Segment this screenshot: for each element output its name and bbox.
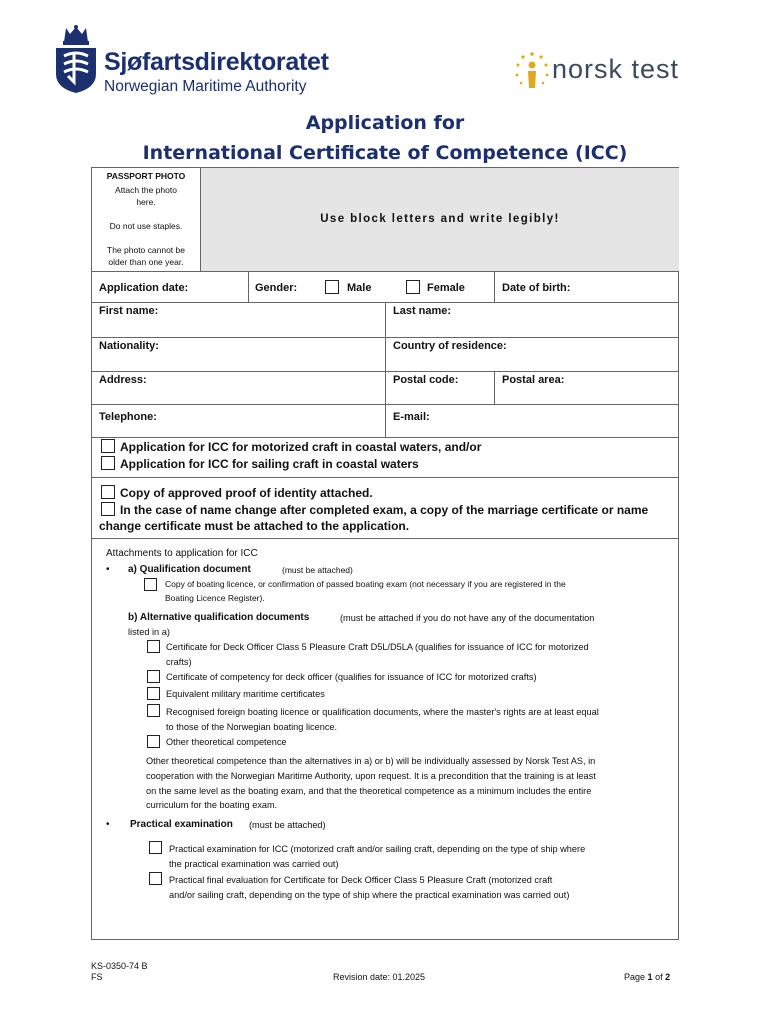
alternative-documents-note: listed in a)	[128, 627, 170, 637]
female-checkbox[interactable]	[406, 280, 420, 294]
practical-final-evaluation-checkbox[interactable]	[149, 872, 162, 885]
gender-label: Gender:	[255, 282, 298, 294]
name-change-label: In the case of name change after completed exam, a copy of the marriage certificate or name	[120, 503, 649, 517]
date-of-birth-label: Date of birth:	[502, 282, 571, 294]
email-label: E-mail:	[393, 411, 430, 423]
page-label: Page	[624, 972, 646, 982]
motorized-craft-checkbox[interactable]	[101, 439, 115, 453]
practical-icc-checkbox[interactable]	[149, 841, 162, 854]
postal-code-field[interactable]	[393, 388, 491, 402]
boating-licence-label: Boating Licence Register).	[165, 593, 265, 603]
foreign-licence-label: Recognised foreign boating licence or qualification documents, where the master's rights are at least equal	[166, 707, 599, 717]
passport-photo-box[interactable]	[92, 168, 201, 272]
block-letters-notice: Use block letters and write legibly!	[320, 213, 560, 225]
postal-area-label: Postal area:	[502, 374, 565, 386]
alternative-documents-title: b) Alternative qualification documents	[128, 612, 310, 623]
attachments-heading: Attachments to application for ICC	[106, 548, 258, 559]
photo-instruction: here.	[136, 197, 156, 207]
motorized-craft-label: Application for ICC for motorized craft in coastal waters, and/or	[120, 440, 482, 454]
nationality-field[interactable]	[99, 354, 379, 369]
form-code: KS-0350-74 B	[91, 961, 148, 971]
name-change-checkbox[interactable]	[101, 502, 115, 516]
foreign-licence-label: to those of the Norwegian boating licence.	[166, 722, 338, 732]
photo-heading: PASSPORT PHOTO	[106, 171, 186, 181]
page-number: 1	[647, 972, 653, 982]
org-logo	[54, 24, 344, 96]
application-date-field[interactable]	[99, 294, 245, 302]
last-name-label: Last name:	[393, 305, 452, 317]
page-of: of	[655, 972, 663, 982]
practical-examination-title: Practical examination	[130, 819, 233, 830]
deck-officer-competency-checkbox[interactable]	[147, 670, 160, 683]
alternative-documents-note: (must be attached if you do not have any of the documentation	[340, 613, 595, 623]
page-title-line2: International Certificate of Competence (ICC)	[142, 142, 628, 164]
partner-logo	[514, 50, 714, 94]
bullet: •	[106, 819, 110, 830]
deck-officer-d5l-label: crafts)	[166, 657, 192, 667]
application-date-label: Application date:	[99, 282, 189, 294]
crown-shield-icon	[54, 24, 98, 94]
practical-icc-label: Practical examination for ICC (motorized craft and/or sailing craft, depending on the type of ship where	[169, 844, 586, 854]
sun-person-icon	[514, 50, 550, 90]
other-competence-info: Other theoretical competence than the alternatives in a) or b) will be individually assessed by Norsk Test AS, in	[146, 756, 596, 766]
bullet: •	[106, 564, 110, 575]
identity-proof-checkbox[interactable]	[101, 485, 115, 499]
page-title-line1: Application for	[305, 112, 465, 134]
photo-instruction: Do not use staples.	[109, 221, 183, 231]
female-label: Female	[427, 282, 465, 294]
qualification-document-title: a) Qualification document	[128, 564, 251, 575]
address-label: Address:	[99, 374, 147, 386]
practical-icc-label: the practical examination was carried out)	[169, 859, 339, 869]
sailing-craft-label: Application for ICC for sailing craft in coastal waters	[120, 457, 419, 471]
page-indicator	[624, 972, 670, 982]
department-code: FS	[91, 972, 103, 982]
org-name: Sjøfartsdirektoratet	[104, 48, 329, 76]
sailing-craft-checkbox[interactable]	[101, 456, 115, 470]
deck-officer-competency-label: Certificate of competency for deck officer (qualifies for issuance of ICC for motorized crafts)	[166, 672, 537, 682]
qualification-document-note: (must be attached)	[282, 565, 353, 575]
postal-area-field[interactable]	[502, 388, 672, 402]
country-of-residence-label: Country of residence:	[393, 340, 507, 352]
military-certificates-checkbox[interactable]	[147, 687, 160, 700]
photo-instruction: older than one year.	[108, 257, 184, 267]
first-name-field[interactable]	[99, 319, 379, 335]
address-field[interactable]	[99, 388, 379, 402]
first-name-label: First name:	[99, 305, 159, 317]
photo-instruction: The photo cannot be	[107, 245, 185, 255]
name-change-label: change certificate must be attached to the application.	[99, 519, 410, 533]
practical-final-evaluation-label: and/or sailing craft, depending on the type of ship where the practical examination was carried out)	[169, 890, 570, 900]
postal-code-label: Postal code:	[393, 374, 459, 386]
other-competence-checkbox[interactable]	[147, 735, 160, 748]
boating-licence-checkbox[interactable]	[144, 578, 157, 591]
country-of-residence-field[interactable]	[393, 354, 673, 369]
practical-examination-note: (must be attached)	[249, 820, 326, 830]
deck-officer-d5l-label: Certificate for Deck Officer Class 5 Pleasure Craft D5L/D5LA (qualifies for issuance of ICC for motorized	[166, 642, 589, 652]
email-field[interactable]	[438, 408, 674, 434]
military-certificates-label: Equivalent military maritime certificates	[166, 689, 325, 699]
org-subtitle: Norwegian Maritime Authority	[104, 78, 307, 95]
revision-date: Revision date: 01.2025	[333, 972, 426, 982]
identity-proof-label: Copy of approved proof of identity attached.	[120, 486, 373, 500]
other-competence-info: curriculum for the boating exam.	[146, 800, 278, 810]
practical-final-evaluation-label: Practical final evaluation for Certificate for Deck Officer Class 5 Pleasure Craft (motorized craft	[169, 875, 553, 885]
other-competence-info: on the same level as the boating exam, and that the theoretical competence as a minimum includes the entire	[146, 786, 592, 796]
nationality-label: Nationality:	[99, 340, 159, 352]
boating-licence-label: Copy of boating licence, or confirmation of passed boating exam (not necessary if you are registered in the	[165, 579, 566, 589]
foreign-licence-checkbox[interactable]	[147, 704, 160, 717]
photo-instruction: Attach the photo	[115, 185, 177, 195]
male-label: Male	[347, 282, 372, 294]
other-competence-label: Other theoretical competence	[166, 737, 287, 747]
telephone-field[interactable]	[164, 408, 382, 434]
deck-officer-d5l-checkbox[interactable]	[147, 640, 160, 653]
male-checkbox[interactable]	[325, 280, 339, 294]
last-name-field[interactable]	[393, 319, 673, 335]
notice-box	[201, 168, 679, 272]
page-total: 2	[665, 972, 671, 982]
telephone-label: Telephone:	[99, 411, 157, 423]
date-of-birth-field[interactable]	[502, 294, 672, 302]
application-form	[91, 167, 679, 940]
other-competence-info: cooperation with the Norwegian Maritime Authority, upon request. It is a precondition that the training is at least	[146, 771, 596, 781]
partner-name: norsk test	[552, 54, 680, 84]
